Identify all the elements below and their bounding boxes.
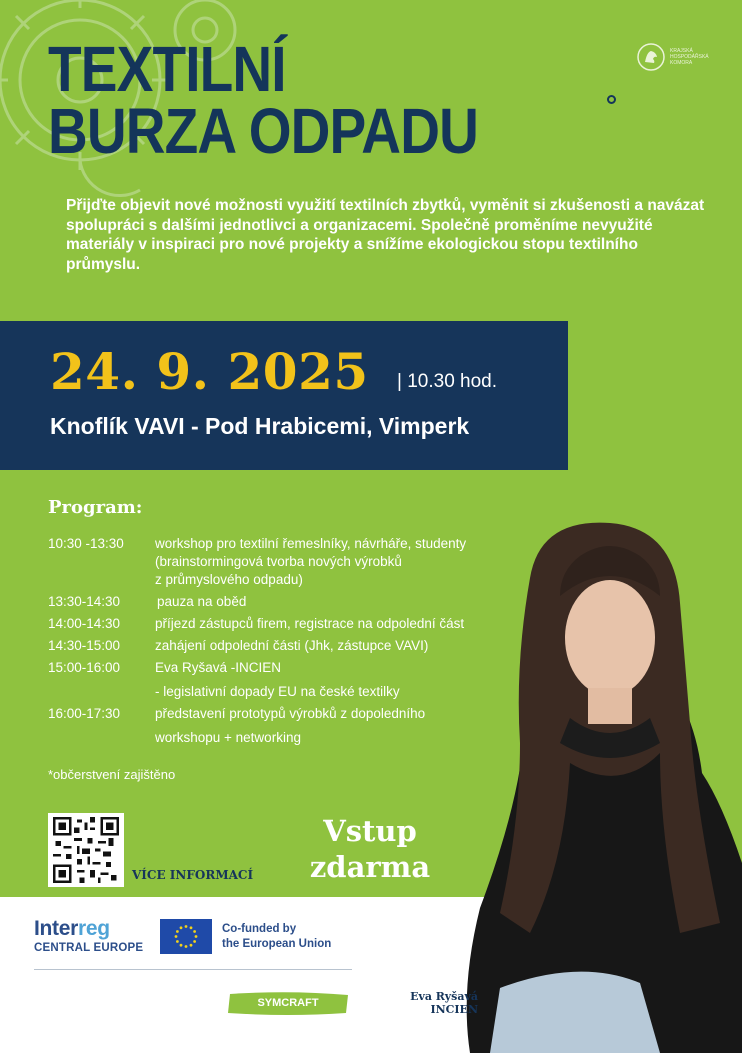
- program-desc: pauza na oběd: [157, 594, 247, 609]
- program-time: 15:00-16:00: [48, 660, 121, 675]
- organizer-name: KRAJSKÁ HOSPODÁŘSKÁ KOMORA: [670, 48, 709, 66]
- program-desc: Eva Ryšavá -INCIEN: [155, 660, 282, 675]
- qr-code-icon: [52, 817, 120, 883]
- program-item: [48, 593, 518, 611]
- interreg-region: CENTRAL EUROPE: [34, 942, 144, 954]
- program-time: 14:30-15:00: [48, 638, 121, 653]
- program-title: Program:: [48, 497, 143, 518]
- program-time: 16:00-17:30: [48, 706, 121, 721]
- interreg-logo: [34, 917, 143, 954]
- program-desc: zahájení odpolední části (Jhk, zástupce VAVI): [155, 638, 429, 653]
- program-item: [48, 705, 518, 747]
- program-desc-2: (brainstormingová tvorba nových výrobků: [155, 554, 402, 569]
- program-desc: příjezd zástupců firem, registrace na odpolední část: [155, 616, 465, 631]
- photo-caption: [390, 990, 478, 1016]
- program-item: [48, 535, 518, 589]
- program-desc-2: - legislativní dopady EU na české textilky: [155, 684, 400, 699]
- symcraft-logo: [226, 991, 350, 1016]
- program-time: 10:30 -13:30: [48, 536, 124, 551]
- program-time: 13:30-14:30: [48, 594, 121, 609]
- lion-seal-icon: [636, 42, 666, 72]
- qr-code[interactable]: [48, 813, 124, 887]
- organizer-logo: [636, 42, 730, 72]
- title-ring-diacritic: [607, 95, 616, 104]
- program-desc-2: workshopu + networking: [155, 730, 301, 745]
- program-item: [48, 659, 518, 701]
- title-line-1: TEXTILNÍ: [48, 33, 286, 105]
- program-item: [48, 637, 518, 655]
- eu-flag-icon: [160, 919, 212, 954]
- event-date: 24. 9. 2025: [50, 342, 369, 401]
- interreg-name-prefix: Inter: [34, 917, 79, 940]
- page-title: [48, 33, 478, 167]
- free-entry-label: [300, 813, 440, 885]
- eu-cofunded-text: [222, 922, 331, 952]
- program-time: 14:00-14:30: [48, 616, 121, 631]
- caption-name: Eva Ryšavá: [410, 990, 478, 1003]
- free-entry-line-2: zdarma: [309, 850, 431, 884]
- footer-divider: [34, 969, 352, 970]
- program-list: [48, 535, 518, 747]
- free-entry-line-1: Vstup: [323, 814, 417, 848]
- caption-org: INCIEN: [430, 1003, 478, 1016]
- refreshments-note: *občerstvení zajištěno: [48, 767, 176, 782]
- eu-line-2: the European Union: [222, 938, 332, 950]
- program-desc: workshop pro textilní řemeslníky, návrháře, studenty: [155, 536, 467, 551]
- program-item: [48, 615, 518, 633]
- more-info-label: VÍCE INFORMACÍ: [132, 868, 254, 882]
- intro-paragraph: Přijďte objevit nové možnosti využití textilních zbytků, vyměnit si zkušenosti a navázat spolupráci s dalšími jednotlivci a organizacemi. Společně proměníme nevyužité materiály v inspiraci pro nové projekty a snížíme ekologickou stopu textilního průmyslu.: [66, 197, 705, 273]
- symcraft-label: SYMCRAFT: [257, 997, 319, 1009]
- event-venue: Knoflík VAVI - Pod Hrabicemi, Vimperk: [50, 413, 470, 439]
- title-line-2: BURZA ODPADU: [48, 95, 478, 167]
- event-time: | 10.30 hod.: [397, 371, 498, 392]
- eu-line-1: Co-funded by: [222, 923, 297, 935]
- interreg-name-suffix: reg: [78, 917, 110, 940]
- speaker-photo: [460, 518, 742, 1053]
- program-desc: představení prototypů výrobků z dopoledního: [155, 706, 426, 721]
- program-desc-3: z průmyslového odpadu): [155, 572, 303, 587]
